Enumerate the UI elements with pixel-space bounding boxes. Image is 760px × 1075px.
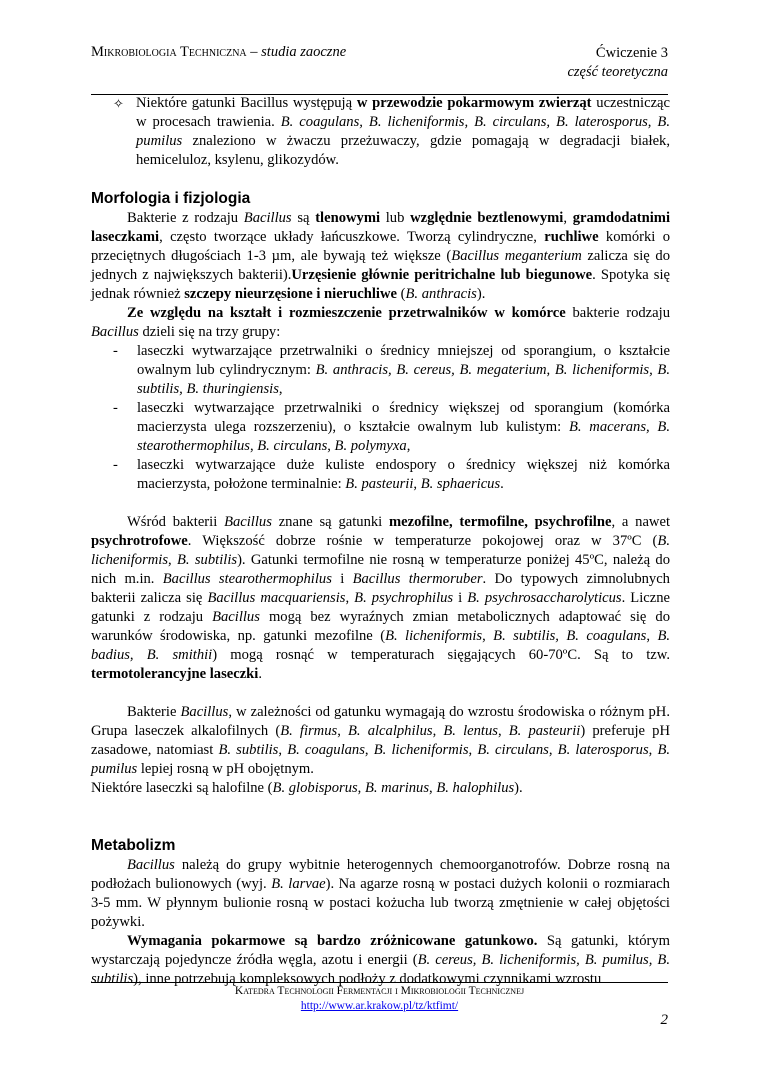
header-dash: – bbox=[246, 44, 262, 60]
list-item: - laseczki wytwarzające przetrwalniki o średnicy mniejszej od sporangium, o kształcie owalnym lub cylindrycznym: B. anthracis, B. cereus, B. megaterium, B. licheniformis, B. subtilis, B. thuringiensis, bbox=[113, 343, 670, 397]
star-bullet-icon: ✧ bbox=[113, 96, 124, 111]
footer-divider bbox=[91, 982, 668, 983]
header-mode: studia zaoczne bbox=[261, 44, 347, 60]
document-body bbox=[91, 94, 670, 989]
paragraph-morphology: Bakterie z rodzaju Bacillus są tlenowymi lub względnie beztlenowymi, gramdodatnimi laseczkami, często tworzące układy łańcuszkowe. Tworzą cylindryczne, ruchliwe komórki o przeciętnych długościach 1-3 µm, ale bywają też większe (Bacillus meganterium zalicza się do jednych z największych bakterii).Urzęsienie głównie peritrichalne lub biegunowe. Spotyka się jednak również szczepy nieurzęsione i nieruchliwe (B. anthracis). bbox=[91, 210, 671, 302]
page-number: 2 bbox=[660, 1012, 668, 1028]
paragraph-metabolism: Bacillus należą do grupy wybitnie heterogennych chemoorganotrofów. Dobrze rosną na podłożach bulionowych (wyj. B. larvae). Na agarze rosną w postaci dużych kolonii o rozmiarach 3-5 mm. W płynnym bulionie rosną w postaci kożucha lub tworzą zmętnienie w całej objętości pożywki. bbox=[91, 857, 670, 930]
paragraph-nutrition: Wymagania pokarmowe są bardzo zróżnicowane gatunkowo. Są gatunki, którym wystarczają pojedyncze źródła węgla, azotu i energii (B. cereus, B. licheniformis, B. pumilus, B. subtilis), inne potrzebują kompleksowych podłoży z dodatkowymi czynnikami wzrostu bbox=[91, 933, 670, 987]
paragraph-temperature: Wśród bakterii Bacillus znane są gatunki mezofilne, termofilne, psychrofilne, a nawet psychrotrofowe. Większość dobrze rośnie w temperaturze pokojowej oraz w 37ºC (B. licheniformis, B. subtilis). Gatunki termofilne nie rosną w temperaturze poniżej 45ºC, należą do nich m.in. Bacillus stearothermophilus i Bacillus thermoruber. Do typowych zimnolubnych bakterii zalicza się Bacillus macquariensis, B. psychrophilus i B. psychrosaccharolyticus. Liczne gatunki z rodzaju Bacillus mogą bez wyraźnych zmian metabolicznych adaptować się do warunków środowiska, np. gatunki mezofilne (B. licheniformis, B. subtilis, B. coagulans, B. badius, B. smithii) mogą rosnąć w temperaturach sięgających 60-70ºC. Są to tzw. termotolerancyjne laseczki. bbox=[91, 514, 671, 682]
page-footer bbox=[91, 984, 668, 1014]
header-exercise: Ćwiczenie 3 bbox=[595, 45, 668, 61]
header-part: część teoretyczna bbox=[567, 64, 668, 80]
footer-department: Katedra Technologii Fermentacji i Mikrobiologii Technicznej bbox=[234, 985, 525, 997]
list-item: - laseczki wytwarzające przetrwalniki o średnicy większej od sporangium (komórka macierzysta ulega rozszerzeniu), o kształcie owalnym lub kulistym: B. macerans, B. stearothermophilus, B. circulans, B. polymyxa, bbox=[113, 400, 670, 454]
section-heading-morfologia: Morfologia i fizjologia bbox=[91, 190, 251, 207]
section-heading-metabolizm: Metabolizm bbox=[91, 837, 176, 854]
list-item: - laseczki wytwarzające duże kuliste endospory o średnicy większej niż komórka macierzysta, położone terminalnie: B. pasteurii, B. sphaericus. bbox=[113, 457, 670, 492]
header-exercise-block bbox=[567, 44, 668, 82]
header-course-name: Mikrobiologia Techniczna bbox=[91, 44, 247, 60]
footer-link[interactable]: http://www.ar.krakow.pl/tz/ktfimt/ bbox=[300, 1000, 459, 1012]
dash-bullet: - bbox=[113, 343, 118, 359]
dash-bullet: - bbox=[113, 400, 118, 416]
intro-bullet: ✧ Niektóre gatunki Bacillus występują w przewodzie pokarmowym zwierząt uczestnicząc w procesach trawienia. B. coagulans, B. licheniformis, B. circulans, B. laterosporus, B. pumilus znaleziono w żwaczu przeżuwaczy, gdzie pomagają w degradacji białek, hemiceluloz, ksylenu, glikozydów. bbox=[113, 95, 671, 168]
header-course bbox=[91, 44, 346, 61]
dash-bullet: - bbox=[113, 457, 118, 473]
paragraph-halophiles: Niektóre laseczki są halofilne (B. globisporus, B. marinus, B. halophilus). bbox=[91, 780, 523, 796]
paragraph-ph: Bakterie Bacillus, w zależności od gatunku wymagają do wzrostu środowiska o różnym pH. Grupa laseczek alkalofilnych (B. firmus, B. alcalphilus, B. lentus, B. pasteurii) preferuje pH zasadowe, natomiast B. subtilis, B. coagulans, B. licheniformis, B. circulans, B. laterosporus, B. pumilus lepiej rosną w pH obojętnym. bbox=[91, 704, 671, 777]
paragraph-spore-groups: Ze względu na kształt i rozmieszczenie przetrwalników w komórce bakterie rodzaju Bacillus dzieli się na trzy grupy: bbox=[91, 305, 670, 340]
